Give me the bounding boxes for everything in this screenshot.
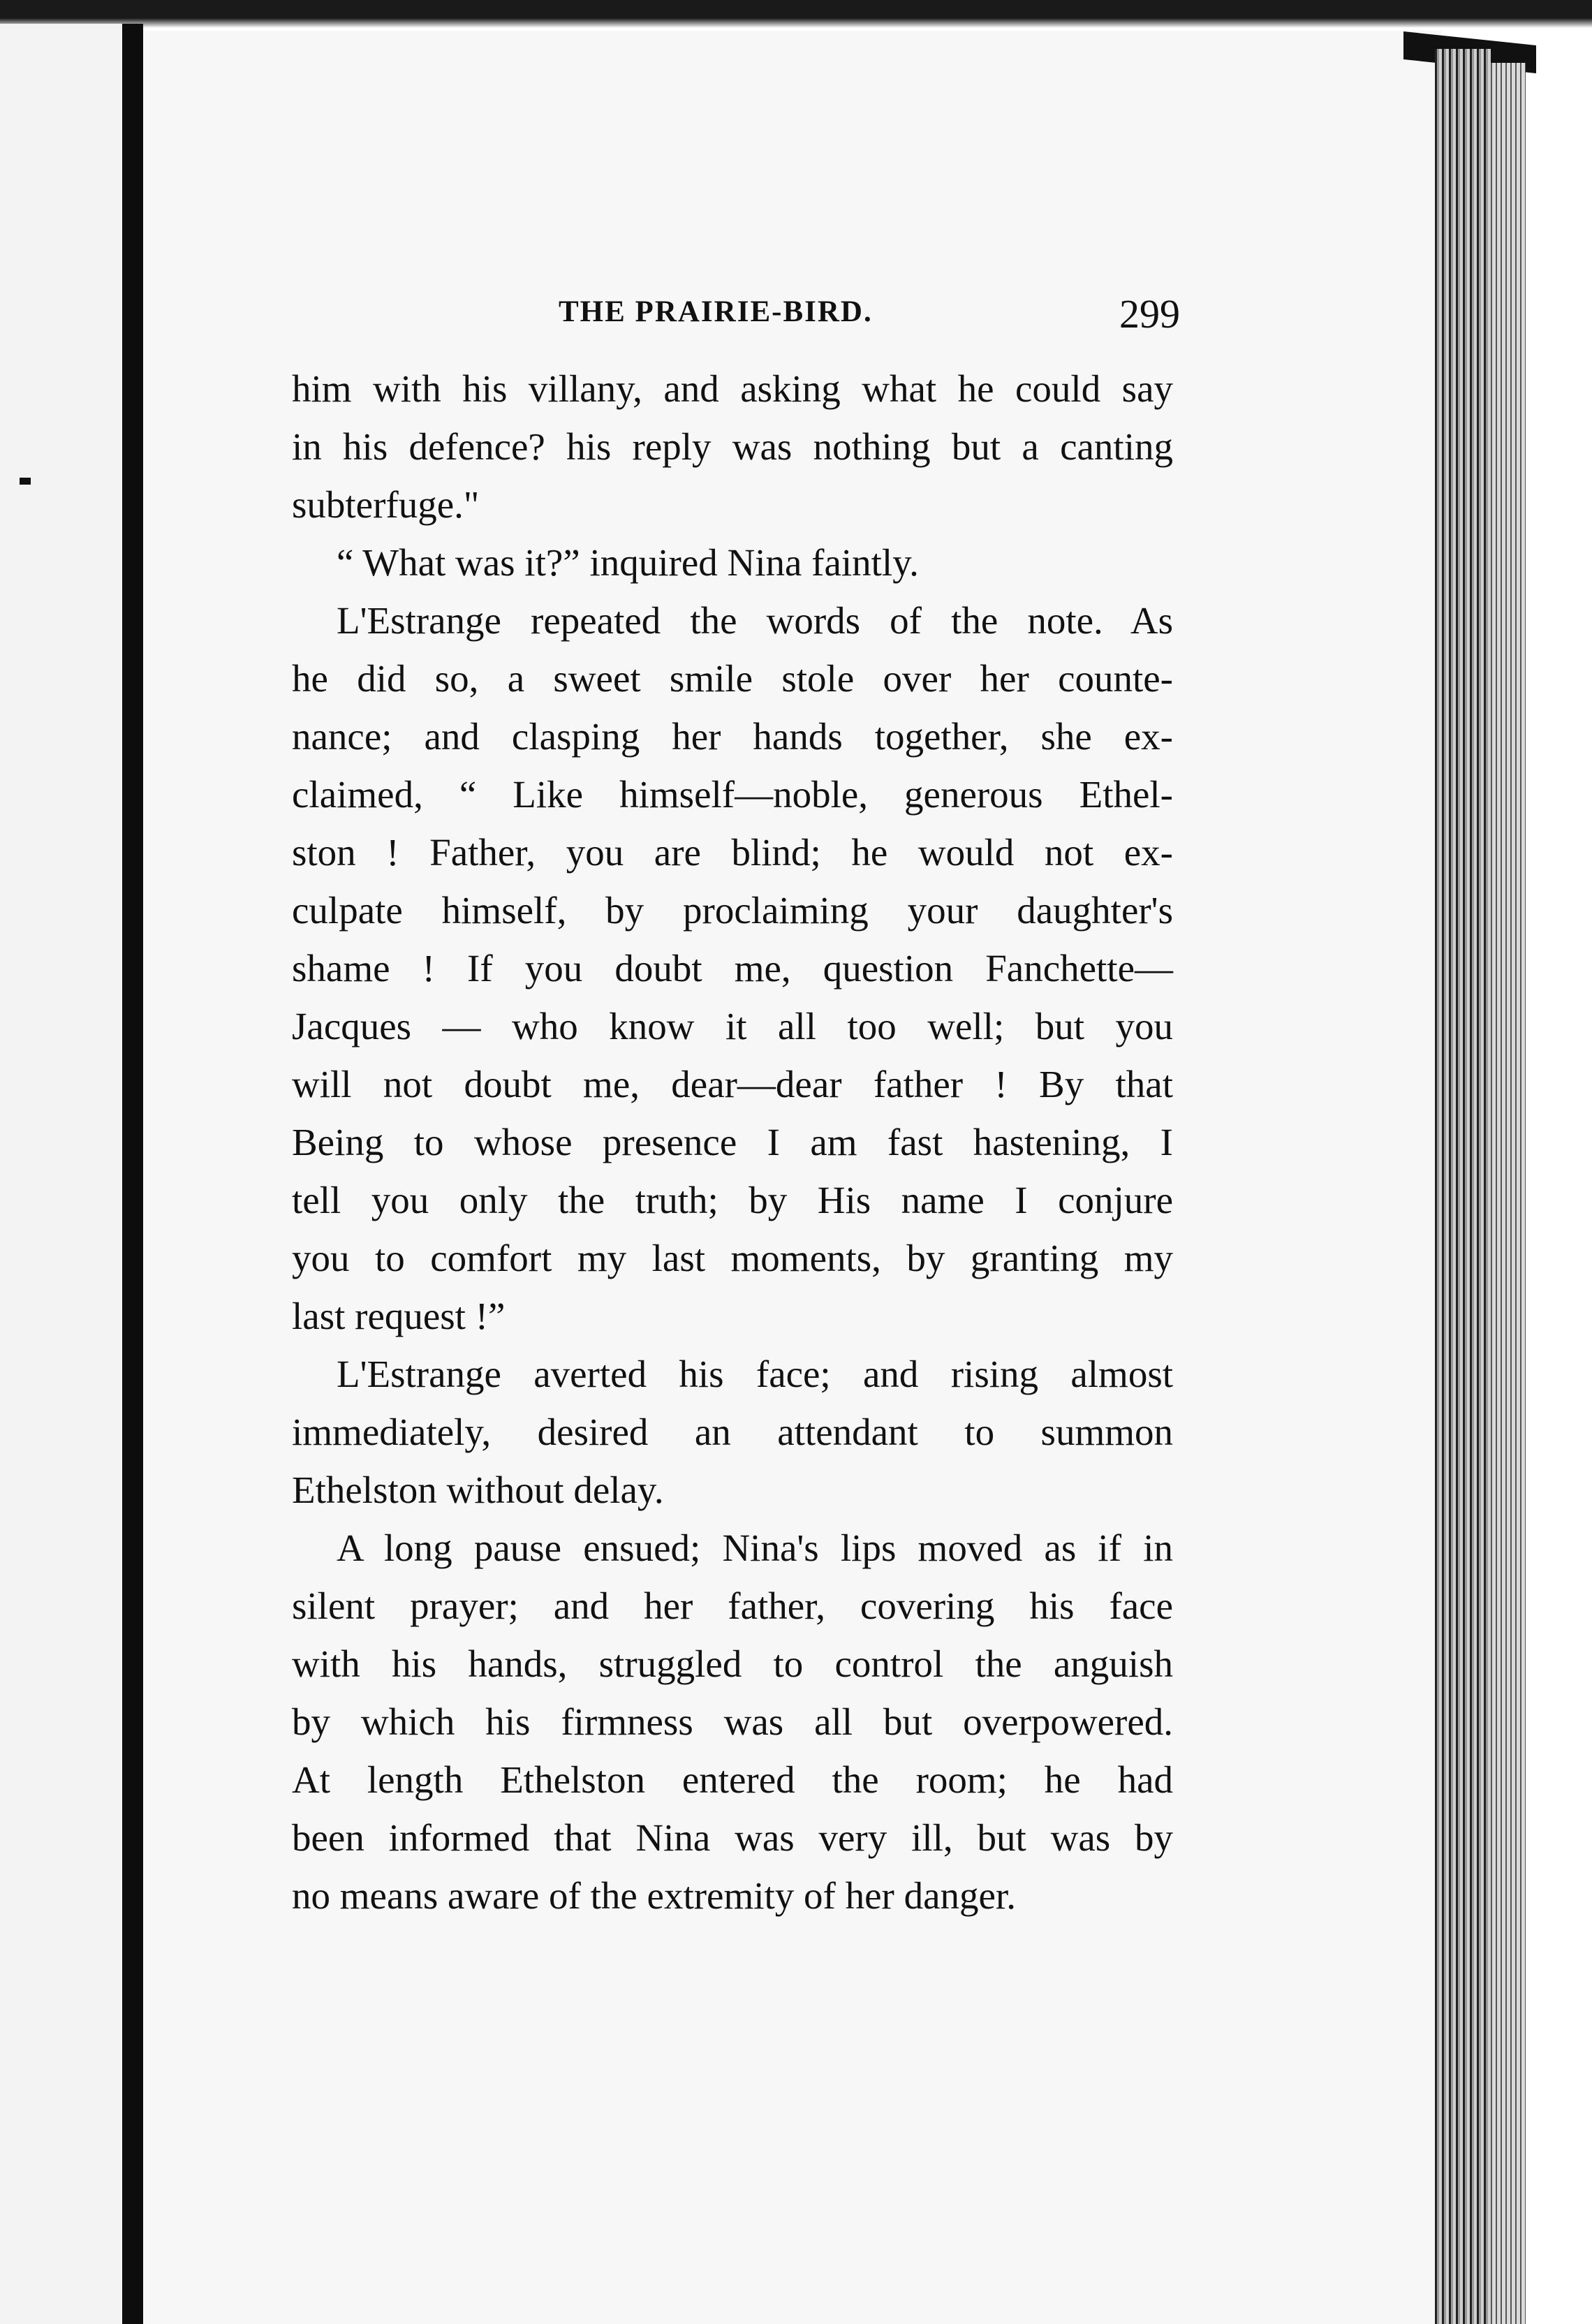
text-line: nance; and clasping her hands together, she ex-	[292, 715, 1173, 758]
paragraph	[292, 1345, 1173, 1519]
text-line: in his defence? his reply was nothing but a canting	[292, 425, 1173, 468]
paragraph	[292, 1519, 1173, 1925]
book-gutter	[122, 24, 143, 2324]
page-number: 299	[1119, 291, 1180, 337]
text-line: ston ! Father, you are blind; he would not ex-	[292, 831, 1173, 874]
running-title: THE PRAIRIE-BIRD.	[559, 295, 873, 328]
paragraph	[292, 591, 1173, 1345]
text-line: shame ! If you doubt me, question Fanchette—	[292, 947, 1173, 990]
facing-page-mark	[20, 478, 31, 485]
page-block-outer-edges	[1491, 63, 1526, 2324]
text-line: silent prayer; and her father, covering his face	[292, 1584, 1173, 1627]
text-line: “ What was it?” inquired Nina faintly.	[337, 541, 919, 584]
text-line: L'Estrange repeated the words of the note. As	[337, 599, 1173, 642]
text-line: subterfuge."	[292, 483, 480, 526]
text-line: Ethelston without delay.	[292, 1469, 664, 1511]
body-text	[292, 360, 1173, 1925]
text-line: Jacques — who know it all too well; but you	[292, 1005, 1173, 1047]
text-line: been informed that Nina was very ill, but was by	[292, 1816, 1173, 1859]
text-line: At length Ethelston entered the room; he had	[292, 1758, 1173, 1801]
text-line: he did so, a sweet smile stole over her counte-	[292, 657, 1173, 700]
paragraph	[292, 534, 1173, 591]
text-line: Being to whose presence I am fast hastening, I	[292, 1121, 1173, 1163]
text-line: L'Estrange averted his face; and rising almost	[337, 1353, 1173, 1395]
paragraph	[292, 360, 1173, 534]
text-line: him with his villany, and asking what he could say	[292, 367, 1173, 410]
running-header	[559, 290, 1180, 339]
text-line: you to comfort my last moments, by granting my	[292, 1237, 1173, 1279]
scan-top-edge	[0, 0, 1592, 28]
text-line: tell you only the truth; by His name I conjure	[292, 1179, 1173, 1221]
facing-page-edge	[0, 24, 122, 2324]
text-line: culpate himself, by proclaiming your daughter's	[292, 889, 1173, 932]
page-block-edges	[1435, 49, 1491, 2324]
text-line: by which his firmness was all but overpowered.	[292, 1700, 1173, 1743]
text-line: A long pause ensued; Nina's lips moved as if in	[337, 1527, 1173, 1569]
text-line: immediately, desired an attendant to summon	[292, 1411, 1173, 1453]
text-line: claimed, “ Like himself—noble, generous Ethel-	[292, 773, 1173, 816]
text-line: last request !”	[292, 1295, 506, 1337]
text-line: no means aware of the extremity of her danger.	[292, 1874, 1016, 1917]
text-line: with his hands, struggled to control the anguish	[292, 1642, 1173, 1685]
text-line: will not doubt me, dear—dear father ! By that	[292, 1063, 1173, 1105]
